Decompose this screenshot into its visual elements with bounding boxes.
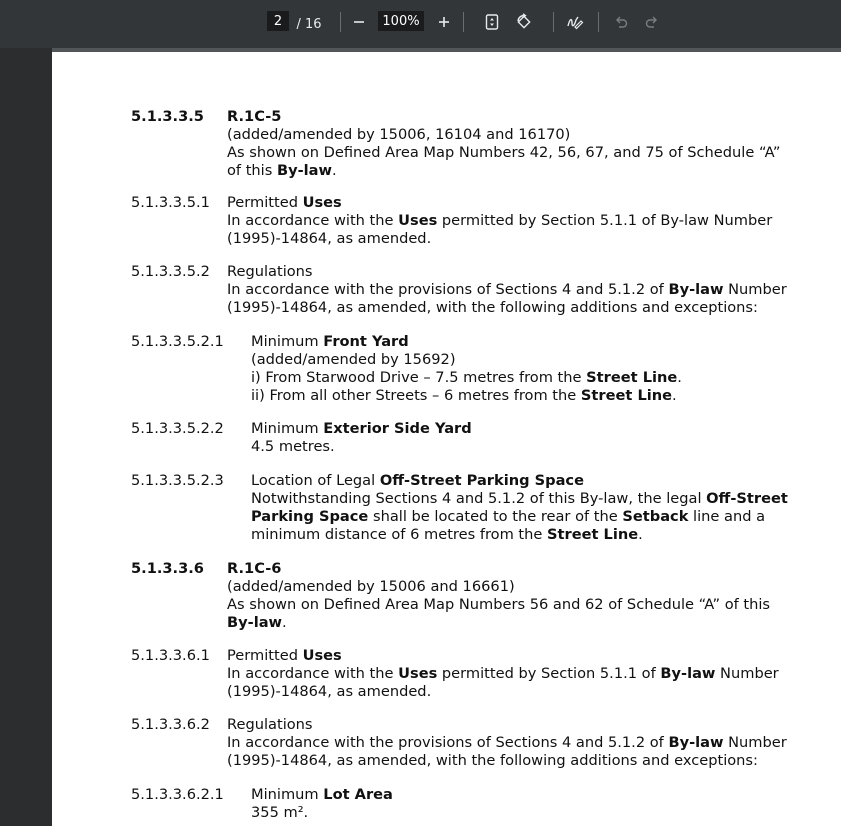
plus-icon <box>438 16 450 28</box>
defined-term: Street Line <box>586 369 678 386</box>
section-body <box>227 108 780 180</box>
section-number: 5.1.3.3.5 <box>131 108 204 125</box>
section-heading <box>251 333 682 351</box>
text-run: . <box>332 162 337 179</box>
section-number: 5.1.3.3.6 <box>131 560 204 577</box>
redo-button[interactable] <box>640 10 664 34</box>
section-text-line <box>251 369 682 387</box>
section-text-line <box>251 438 472 456</box>
text-run: (added/amended by 15692) <box>251 351 456 368</box>
section-text-line <box>227 230 772 248</box>
text-run: In accordance with the <box>227 665 399 682</box>
section-heading <box>227 647 779 665</box>
defined-term: By-law <box>668 281 724 298</box>
section-body <box>251 333 682 405</box>
zoom-level-input[interactable]: 100% <box>378 11 424 31</box>
text-run: (added/amended by 15006 and 16661) <box>227 578 515 595</box>
defined-term: Setback <box>622 508 689 525</box>
section-text-line <box>251 804 393 822</box>
defined-term: Parking Space <box>251 508 369 525</box>
text-run: (1995)-14864, as amended, with the following additions and exceptions: <box>227 752 758 769</box>
total-pages: / 16 <box>296 16 322 32</box>
current-page-input[interactable]: 2 <box>267 11 289 31</box>
section-number: 5.1.3.3.5.2.3 <box>131 472 224 489</box>
section-number: 5.1.3.3.6.1 <box>131 647 210 664</box>
section-text-line <box>227 578 770 596</box>
section-body <box>251 472 788 544</box>
section-text-line <box>251 508 788 526</box>
section-heading <box>251 472 788 490</box>
undo-icon <box>614 15 628 29</box>
section-text-line <box>227 596 770 614</box>
text-run: minimum distance of 6 metres from the <box>251 526 548 543</box>
zoom-in-button[interactable] <box>432 10 456 34</box>
section-number: 5.1.3.3.5.2.1 <box>131 333 224 350</box>
toolbar-divider <box>553 12 554 32</box>
text-run: 355 m². <box>251 804 309 821</box>
defined-term: Uses <box>398 665 438 682</box>
defined-term: R.1C-5 <box>227 108 282 125</box>
section-text-line <box>251 526 788 544</box>
text-run: i) From Starwood Drive – 7.5 metres from the <box>251 369 587 386</box>
text-run: Regulations <box>227 716 313 733</box>
text-run: Permitted <box>227 647 303 664</box>
text-run: Notwithstanding Sections 4 and 5.1.2 of this By-law, the legal <box>251 490 707 507</box>
section-body <box>227 263 787 317</box>
minus-icon <box>353 16 365 28</box>
text-run: (1995)-14864, as amended. <box>227 230 432 247</box>
rotate-button[interactable] <box>512 10 536 34</box>
text-run: Number <box>715 665 779 682</box>
text-run: . <box>282 614 287 631</box>
toolbar-divider <box>598 12 599 32</box>
sidebar-panel <box>0 48 52 826</box>
draw-button[interactable] <box>563 10 587 34</box>
defined-term: By-law <box>668 734 724 751</box>
text-run: ii) From all other Streets – 6 metres from the <box>251 387 581 404</box>
section-text-line <box>227 162 780 180</box>
text-run: In accordance with the provisions of Sections 4 and 5.1.2 of <box>227 734 669 751</box>
defined-term: Lot Area <box>323 786 393 803</box>
section-number: 5.1.3.3.6.2 <box>131 716 210 733</box>
fit-page-button[interactable] <box>480 10 504 34</box>
section-heading <box>227 716 787 734</box>
section-heading <box>227 108 780 126</box>
fit-page-icon <box>485 14 499 30</box>
text-run: permitted by Section 5.1.1 of <box>437 665 661 682</box>
section-heading <box>251 786 393 804</box>
section-body <box>227 560 770 632</box>
text-run: Location of Legal <box>251 472 380 489</box>
zoom-out-button[interactable] <box>347 10 371 34</box>
section-number: 5.1.3.3.5.2 <box>131 263 210 280</box>
defined-term: Exterior Side Yard <box>323 420 472 437</box>
section-text-line <box>227 734 787 752</box>
section-text-line <box>227 665 779 683</box>
text-run: As shown on Defined Area Map Numbers 56 and 62 of Schedule “A” of this <box>227 596 771 613</box>
section-heading <box>227 194 772 212</box>
section-text-line <box>227 144 780 162</box>
section-number: 5.1.3.3.6.2.1 <box>131 786 224 803</box>
toolbar-divider <box>463 12 464 32</box>
section-heading <box>251 420 472 438</box>
text-run: Minimum <box>251 420 324 437</box>
text-run: Regulations <box>227 263 313 280</box>
section-body <box>227 194 772 248</box>
text-run: shall be located to the rear of the <box>368 508 623 525</box>
section-text-line <box>251 490 788 508</box>
text-run: . <box>672 387 677 404</box>
toolbar-divider <box>340 12 341 32</box>
defined-term: R.1C-6 <box>227 560 282 577</box>
redo-icon <box>645 15 659 29</box>
defined-term: Uses <box>302 647 342 664</box>
defined-term: Uses <box>398 212 438 229</box>
text-run: In accordance with the <box>227 212 399 229</box>
pdf-toolbar <box>0 0 841 48</box>
text-run: (1995)-14864, as amended, with the following additions and exceptions: <box>227 299 758 316</box>
text-run: line and a <box>688 508 766 525</box>
text-run: 4.5 metres. <box>251 438 335 455</box>
section-text-line <box>227 683 779 701</box>
text-run: (1995)-14864, as amended. <box>227 683 432 700</box>
text-run: In accordance with the provisions of Sections 4 and 5.1.2 of <box>227 281 669 298</box>
section-text-line <box>227 299 787 317</box>
section-text-line <box>227 614 770 632</box>
section-body <box>251 786 393 822</box>
defined-term: Off-Street Parking Space <box>379 472 584 489</box>
section-number: 5.1.3.3.5.2.2 <box>131 420 224 437</box>
section-body <box>227 647 779 701</box>
text-run: Permitted <box>227 194 303 211</box>
text-run: of this <box>227 162 277 179</box>
pen-draw-icon <box>566 14 584 30</box>
defined-term: By-law <box>227 614 283 631</box>
text-run: As shown on Defined Area Map Numbers 42, 56, 67, and 75 of Schedule “A” <box>227 144 781 161</box>
defined-term: Off-Street <box>706 490 788 507</box>
section-text-line <box>251 351 682 369</box>
text-run: Number <box>723 734 787 751</box>
section-text-line <box>227 126 780 144</box>
text-run: Minimum <box>251 333 324 350</box>
defined-term: Street Line <box>580 387 673 404</box>
section-heading <box>227 263 787 281</box>
section-text-line <box>227 281 787 299</box>
text-run: Number <box>723 281 787 298</box>
rotate-icon <box>515 13 533 31</box>
pdf-page <box>52 52 841 826</box>
text-run: . <box>638 526 643 543</box>
text-run: (added/amended by 15006, 16104 and 16170) <box>227 126 571 143</box>
defined-term: Street Line <box>547 526 639 543</box>
text-run: Minimum <box>251 786 324 803</box>
defined-term: Front Yard <box>323 333 409 350</box>
section-text-line <box>227 212 772 230</box>
section-body <box>227 716 787 770</box>
section-number: 5.1.3.3.5.1 <box>131 194 210 211</box>
section-body <box>251 420 472 456</box>
text-run: . <box>677 369 682 386</box>
undo-button[interactable] <box>609 10 633 34</box>
text-run: permitted by Section 5.1.1 of By-law Number <box>437 212 773 229</box>
section-heading <box>227 560 770 578</box>
section-text-line <box>227 752 787 770</box>
defined-term: Uses <box>302 194 342 211</box>
defined-term: By-law <box>660 665 716 682</box>
defined-term: By-law <box>276 162 333 179</box>
section-text-line <box>251 387 682 405</box>
